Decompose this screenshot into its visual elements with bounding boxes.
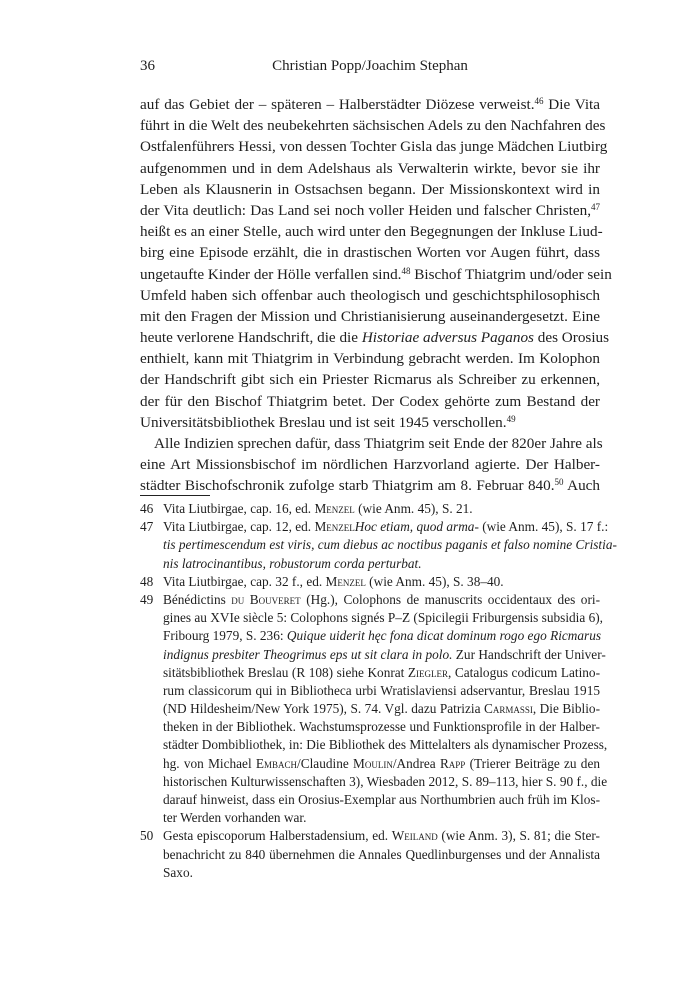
footnote-number: 50 (140, 828, 154, 844)
footnotes (140, 500, 617, 882)
footnote-ref: 49 (506, 413, 516, 424)
footnote-line: Saxo. (163, 864, 193, 880)
footnote-47 (140, 518, 617, 573)
author-name: Moulin (353, 755, 393, 771)
footnote-line: ter Werden vorhanden war. (163, 810, 307, 826)
author-name: Embach (255, 755, 298, 771)
text-line: der Vita deutlich: Das Land sei noch voller Heiden und falscher Christen,$^{47}$ (140, 201, 600, 219)
footnote-line: rum classicorum qui in Bibliotheca urbi Wratislaviensi adservantur, Breslau 1915 (163, 682, 600, 698)
footnote-number: 47 (140, 519, 154, 535)
text-line: birg eine Episode erzählt, die in drastischen Worten vor Augen führt, dass (140, 244, 600, 262)
paragraph-1 (140, 94, 612, 433)
text-line: Alle Indizien sprechen dafür, dass Thiatgrim seit Ende der 820er Jahre als (154, 435, 603, 452)
footnote-ref: 46 (534, 96, 544, 106)
text-line: städter Bischofschronik zufolge starb Thiatgrim am 8. Februar 840.50 Auch (140, 477, 600, 495)
footnote-line: hg. von Michael Embach/Claudine Moulin/Andrea Rapp (Trierer Beiträge zu den (163, 755, 601, 771)
footnote-50 (140, 827, 600, 882)
footnote-ref: 50 (554, 477, 564, 488)
page-number: 36 (140, 58, 155, 74)
footnote-line: städter Dombibliothek, in: Die Bibliothek des Mittelalters als dynamischer Prozess, (163, 737, 608, 753)
text-line: mit den Fragen der Mission und Christianisierung auseinandergesetzt. Eine (140, 307, 600, 325)
footnote-line: benachricht zu 840 übernehmen die Annales Quedlinburgenses und der Annalista (163, 846, 600, 862)
footnote-line: gines au XVIe siècle 5: Colophons signés P–Z (Spicilegii Friburgensis subsidia 6), (163, 610, 603, 626)
footnote-line: Bénédictins du Bouveret (Hg.), Colophons de manuscrits occidentaux des ori- (163, 591, 600, 607)
footnote-line: indignus presbiter Theogrimus eps ut sit clara in polo. Zur Handschrift der Univer- (163, 646, 606, 662)
author-name: Ziegler (407, 664, 449, 680)
author-name: Carmassi (483, 701, 533, 717)
text-line: enthielt, kann mit Thiatgrim in Verbindung gebracht werden. Im Kolophon (140, 350, 600, 368)
footnote-line (163, 555, 600, 573)
footnote-number: 49 (140, 591, 154, 607)
author-name: du Bouveret (231, 591, 301, 607)
italic-text: Quique uiderit hęc fona dicat dominum rogo ego Ricmarus (286, 628, 602, 644)
footnote-line: historischen Kulturwissenschaften 3), Wiesbaden 2012, S. 89–113, hier S. 90 f., die (163, 773, 608, 789)
footnote-ref: 48 (401, 265, 411, 276)
text-line: heißt es an einer Stelle, auch wird unter den Begegnungen der Inkluse Liud- (140, 223, 603, 241)
footnote-line: theken in der Bibliothek. Wachstumsprozesse und Funktionsprofile in der Halber- (163, 719, 600, 735)
paragraph-2 (140, 433, 603, 497)
author-name: Menzel (314, 519, 355, 535)
footnote-49 (140, 591, 608, 827)
text-line: führt in die Welt des neubekehrten sächsischen Adels zu den Nachfahren des (140, 117, 606, 135)
page-header (140, 58, 600, 78)
footnote-46 (140, 500, 600, 518)
text-line: der Handschrift gibt sich ein Priester Ricmarus als Schreiber zu erkennen, (140, 371, 600, 389)
text-line: eine Art Missionsbischof im nördlichen Harzvorland agierte. Der Halber- (140, 456, 600, 474)
text-line: Umfeld haben sich offenbar auch theologisch und geschichtsphilosophisch (140, 286, 600, 304)
footnote-separator (140, 495, 210, 496)
author-name: Rapp (439, 755, 466, 771)
italic-text: Historiae adversus Paganos (361, 329, 534, 347)
footnote-line: Vita Liutbirgae, cap. 12, ed. MenzelHoc etiam, quod arma- (wie Anm. 45), S. 17 f.: (163, 519, 609, 535)
footnote-number: 46 (140, 501, 154, 516)
footnote-line: Vita Liutbirgae, cap. 16, ed. Menzel (wie Anm. 45), S. 21. (163, 501, 473, 516)
footnote-line: Vita Liutbirgae, cap. 32 f., ed. Menzel (wie Anm. 45), S. 38–40. (163, 573, 504, 589)
text-line: heute verlorene Handschrift, die die Historiae adversus Paganos des Orosius (140, 329, 610, 347)
text-line: aufgenommen und in dem Adelshaus als Verwalterin wirkte, bevor sie ihr (140, 159, 600, 177)
italic-text: indignus presbiter Theogrimus eps ut sit clara in polo. (163, 646, 453, 662)
text-line: Universitätsbibliothek Breslau und ist seit 1945 verschollen.$^{49}$ (140, 413, 516, 431)
text-line: Leben als Klausnerin in Ostsachsen begann. Der Missionskontext wird in (140, 180, 600, 198)
footnote-ref: 47 (591, 201, 600, 212)
text-line: Ostfalenführers Hessi, von dessen Tochter Gisla das junge Mädchen Liutbirg (140, 138, 608, 156)
running-head: Christian Popp/Joachim Stephan (272, 58, 468, 74)
text-line: der für den Bischof Thiatgrim betet. Der Codex gehörte zum Bestand der (140, 392, 600, 410)
author-name: Weiland (391, 828, 438, 844)
footnote-line (163, 536, 617, 554)
author-name: Menzel (325, 573, 366, 589)
footnote-line: Gesta episcoporum Halberstadensium, ed. Weiland (wie Anm. 3), S. 81; die Ster- (163, 828, 600, 844)
text-line: ungetaufte Kinder der Hölle verfallen sind.$^{48}$ Bischof Thiatgrim und/oder sein (140, 265, 612, 283)
footnote-48 (140, 573, 600, 591)
footnote-line: Fribourg 1979, S. 236: Quique uiderit hęc fona dicat dominum rogo ego Ricmarus (163, 628, 602, 644)
main-text (140, 94, 612, 497)
footnote-line: sitätsbibliothek Breslau (R 108) siehe Konrat Ziegler, Catalogus codicum Latino- (163, 664, 600, 680)
italic-text: nis latrocinantibus, robustorum corda perturbat. (163, 555, 422, 571)
footnote-line: darauf hinweist, dass ein Orosius-Exemplar aus Northumbrien auch früh im Klos- (163, 792, 600, 807)
italic-text: Hoc etiam, quod arma- (354, 519, 479, 535)
footnote-number: 48 (140, 573, 154, 589)
footnote-line: (ND Hildesheim/New York 1975), S. 74. Vgl. dazu Patrizia Carmassi, Die Biblio- (163, 701, 600, 717)
italic-text: tis pertimescendum est viris, cum diebus ac noctibus paganis et falso nomine Cristia- (163, 537, 617, 553)
author-name: Menzel (314, 501, 355, 516)
text-line: auf das Gebiet der – späteren – Halberstädter Diözese verweist.$^{46}$ Die Vita (140, 96, 600, 113)
